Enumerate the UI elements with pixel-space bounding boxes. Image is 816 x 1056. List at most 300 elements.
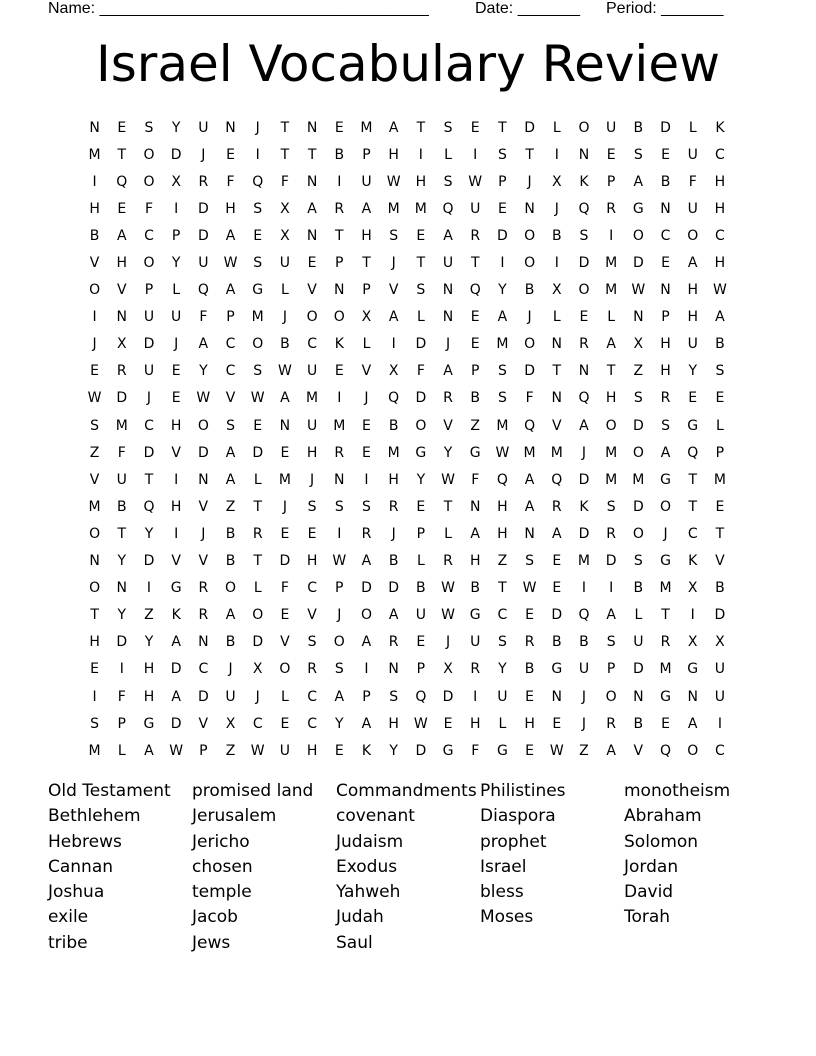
grid-letter: I (554, 146, 559, 163)
grid-letter: A (280, 390, 290, 407)
grid-letter: P (335, 580, 344, 597)
grid-letter: Q (578, 390, 590, 407)
grid-letter: R (579, 336, 589, 353)
grid-letter: D (388, 580, 400, 597)
grid-letter: W (386, 173, 401, 190)
grid-letter: E (334, 742, 344, 759)
grid-letter: D (632, 661, 644, 678)
word-bank-item: Hebrews (48, 831, 122, 852)
grid-letter: J (310, 471, 315, 488)
grid-letter: C (307, 688, 317, 705)
grid-letter: D (524, 363, 535, 380)
grid-letter: N (633, 688, 644, 705)
grid-letter: G (660, 553, 671, 570)
grid-letter: U (171, 309, 182, 326)
grid-letter: S (90, 715, 100, 732)
grid-letter: A (551, 525, 562, 542)
grid-letter: A (388, 607, 399, 624)
grid-letter: O (252, 607, 264, 624)
grid-letter: B (416, 580, 426, 597)
grid-letter: B (388, 417, 399, 434)
grid-letter: T (552, 363, 562, 380)
grid-letter: B (116, 498, 127, 515)
grid-letter: O (333, 309, 345, 326)
grid-letter: L (634, 607, 643, 624)
grid-letter: W (250, 742, 265, 759)
grid-letter: S (307, 498, 317, 515)
grid-letter: P (144, 282, 154, 299)
grid-letter: D (551, 607, 563, 624)
grid-letter: Q (116, 173, 128, 190)
grid-letter: Z (225, 498, 236, 515)
grid-letter: D (605, 553, 617, 570)
grid-letter: L (253, 580, 262, 597)
grid-letter: R (116, 363, 127, 380)
word-bank-item: Abraham (624, 806, 702, 827)
grid-letter: I (255, 146, 260, 163)
grid-letter: T (525, 146, 534, 163)
grid-letter: F (144, 200, 153, 217)
word-bank-item (624, 931, 768, 956)
grid-letter: V (388, 282, 399, 299)
grid-letter: Y (144, 525, 154, 542)
grid-letter: Y (498, 282, 507, 299)
grid-letter: D (252, 444, 264, 461)
grid-letter: W (441, 471, 455, 488)
grid-letter: B (89, 227, 100, 244)
grid-letter: U (279, 742, 291, 759)
grid-letter: G (496, 742, 508, 759)
grid-letter: X (171, 173, 181, 190)
grid-letter: O (605, 688, 617, 705)
grid-letter: G (660, 471, 671, 488)
grid-letter: D (714, 607, 726, 624)
grid-letter: V (89, 255, 100, 272)
word-bank-item: Jerusalem (192, 806, 277, 827)
grid-letter: P (416, 661, 426, 678)
grid-letter: I (174, 525, 179, 542)
grid-letter: L (172, 282, 181, 299)
grid-letter: Q (524, 417, 536, 434)
grid-letter: U (143, 309, 155, 326)
grid-letter: M (713, 471, 726, 488)
grid-letter: F (471, 471, 480, 488)
grid-letter: R (388, 634, 399, 651)
grid-letter: T (498, 580, 507, 597)
grid-letter: O (225, 580, 237, 597)
grid-letter: T (688, 498, 697, 515)
grid-letter: O (524, 336, 536, 353)
grid-letter: V (198, 498, 209, 515)
grid-letter: B (551, 227, 562, 244)
grid-letter: P (498, 173, 507, 190)
grid-letter: F (525, 390, 534, 407)
grid-letter: Q (197, 282, 209, 299)
grid-letter: B (524, 282, 535, 299)
grid-letter: T (470, 255, 480, 272)
grid-letter: H (524, 715, 535, 732)
grid-letter: S (226, 417, 235, 434)
word-bank-item: Philistines (480, 781, 566, 801)
grid-letter: Z (633, 363, 644, 380)
grid-letter: O (306, 309, 318, 326)
grid-letter: A (579, 417, 589, 434)
grid-letter: O (632, 227, 644, 244)
grid-letter: S (579, 227, 589, 244)
grid-letter: M (88, 498, 101, 515)
grid-letter: S (443, 119, 453, 136)
grid-letter: V (171, 444, 181, 461)
grid-letter: U (714, 661, 726, 678)
grid-letter: O (333, 634, 345, 651)
word-bank-item: Joshua (48, 882, 105, 903)
grid-letter: I (364, 471, 369, 488)
grid-letter: I (473, 146, 478, 163)
grid-letter: Q (388, 390, 400, 407)
grid-letter: B (660, 173, 671, 190)
grid-letter: Z (579, 742, 589, 759)
grid-letter: B (551, 634, 562, 651)
grid-letter: N (334, 282, 345, 299)
grid-letter: H (687, 309, 698, 326)
grid-letter: R (606, 525, 617, 542)
grid-letter: V (633, 742, 644, 759)
grid-letter: C (307, 715, 317, 732)
grid-letter: I (391, 336, 396, 353)
grid-letter: T (117, 525, 127, 542)
grid-letter: X (687, 634, 698, 651)
grid-letter: B (633, 119, 644, 136)
grid-letter: P (362, 688, 371, 705)
grid-letter: N (116, 580, 128, 597)
grid-letter: O (279, 661, 291, 678)
grid-letter: L (253, 471, 262, 488)
grid-letter: I (364, 661, 369, 678)
grid-letter: T (335, 227, 344, 244)
word-bank-item: Cannan (48, 856, 114, 877)
grid-letter: F (416, 363, 425, 380)
word-bank-item: Jericho (192, 831, 250, 852)
grid-letter: W (413, 715, 428, 732)
grid-letter: M (88, 742, 101, 759)
grid-letter: W (441, 607, 455, 624)
grid-letter: C (660, 227, 671, 244)
grid-letter: F (688, 173, 697, 190)
grid-letter: K (361, 742, 372, 759)
grid-letter: M (605, 282, 618, 299)
grid-letter: F (471, 742, 480, 759)
grid-letter: E (416, 498, 426, 515)
grid-letter: I (554, 255, 559, 272)
grid-letter: Y (144, 634, 154, 651)
grid-letter: E (307, 255, 317, 272)
grid-letter: A (361, 553, 372, 570)
grid-letter: E (280, 525, 290, 542)
grid-letter: U (361, 173, 372, 190)
grid-letter: I (92, 173, 97, 190)
grid-letter: U (116, 471, 127, 488)
grid-letter: A (171, 688, 181, 705)
grid-letter: N (633, 309, 644, 326)
grid-letter: V (551, 417, 562, 434)
grid-letter: I (690, 607, 695, 624)
grid-letter: E (253, 227, 263, 244)
grid-letter: D (143, 444, 155, 461)
grid-letter: E (497, 200, 507, 217)
grid-letter: J (337, 607, 342, 624)
grid-letter: N (551, 390, 563, 407)
grid-letter: U (714, 688, 726, 705)
word-bank-item: Old Testament (48, 781, 171, 801)
word-bank-item: Israel (480, 856, 527, 877)
grid-letter: R (660, 390, 671, 407)
grid-letter: A (116, 227, 127, 244)
grid-letter: G (252, 282, 264, 299)
grid-letter: L (416, 309, 425, 326)
grid-letter: S (633, 146, 643, 163)
grid-letter: D (170, 146, 182, 163)
grid-letter: H (469, 553, 481, 570)
grid-letter: B (633, 715, 644, 732)
grid-letter: H (143, 661, 155, 678)
grid-letter: X (116, 336, 127, 353)
grid-letter: B (225, 553, 236, 570)
grid-letter: A (687, 715, 698, 732)
grid-letter: B (280, 336, 290, 353)
grid-letter: F (226, 173, 235, 190)
grid-letter: A (334, 688, 345, 705)
grid-letter: F (199, 309, 208, 326)
grid-letter: W (250, 390, 265, 407)
grid-letter: O (687, 227, 699, 244)
grid-letter: A (660, 444, 671, 461)
grid-letter: P (362, 282, 371, 299)
grid-letter: A (606, 742, 616, 759)
word-bank-item: promised land (192, 781, 314, 801)
grid-letter: V (361, 363, 372, 380)
grid-letter: J (527, 173, 532, 190)
word-bank-item: temple (192, 882, 252, 903)
grid-letter: O (197, 417, 209, 434)
grid-letter: Y (117, 553, 127, 570)
grid-letter: N (306, 119, 318, 136)
grid-letter: L (416, 553, 425, 570)
grid-letter: R (361, 525, 372, 542)
grid-letter: A (225, 282, 236, 299)
period-field: Period: _______ (606, 0, 724, 17)
grid-letter: A (443, 227, 453, 244)
word-bank-item: covenant (336, 806, 415, 827)
grid-letter: T (688, 471, 697, 488)
grid-letter: H (306, 742, 318, 759)
grid-letter: N (469, 498, 481, 515)
grid-letter: U (470, 200, 481, 217)
grid-letter: W (549, 742, 564, 759)
grid-letter: R (551, 498, 562, 515)
grid-letter: R (307, 661, 317, 678)
grid-letter: A (361, 634, 372, 651)
grid-letter: S (497, 634, 507, 651)
grid-letter: Q (578, 200, 590, 217)
grid-letter: U (143, 363, 155, 380)
grid-letter: H (89, 200, 100, 217)
grid-letter: N (306, 173, 318, 190)
word-bank-item: prophet (480, 831, 547, 852)
grid-letter: R (470, 661, 481, 678)
grid-letter: K (171, 607, 181, 624)
grid-letter: H (605, 390, 617, 407)
grid-letter: G (687, 417, 699, 434)
grid-letter: P (606, 661, 616, 678)
grid-letter: C (715, 227, 725, 244)
grid-letter: X (280, 200, 290, 217)
grid-letter: E (117, 119, 127, 136)
grid-letter: I (337, 525, 342, 542)
grid-letter: O (578, 119, 590, 136)
grid-letter: B (524, 661, 535, 678)
grid-letter: D (415, 742, 427, 759)
grid-letter: E (715, 498, 725, 515)
grid-letter: Z (497, 553, 508, 570)
grid-letter: V (307, 282, 317, 299)
grid-letter: J (282, 309, 287, 326)
grid-letter: E (117, 200, 127, 217)
date-field: Date: _______ (475, 0, 580, 17)
grid-letter: M (88, 146, 101, 163)
grid-letter: K (688, 553, 698, 570)
grid-letter: A (225, 444, 236, 461)
grid-letter: S (633, 390, 643, 407)
grid-letter: G (687, 661, 699, 678)
grid-letter: T (661, 607, 670, 624)
worksheet-header (0, 0, 816, 20)
grid-letter: J (92, 336, 97, 353)
grid-letter: J (581, 715, 587, 732)
grid-letter: Y (335, 715, 344, 732)
grid-letter: U (633, 634, 644, 651)
grid-letter: O (415, 417, 427, 434)
grid-letter: G (143, 715, 155, 732)
grid-letter: I (500, 255, 505, 272)
grid-letter: Q (469, 282, 481, 299)
grid-letter: U (306, 417, 318, 434)
word-bank-item: monotheism (624, 781, 731, 801)
grid-letter: X (361, 309, 372, 326)
grid-letter: N (116, 309, 128, 326)
grid-letter: W (196, 390, 211, 407)
grid-letter: J (228, 661, 233, 678)
grid-letter: J (201, 525, 206, 542)
grid-letter: D (143, 553, 155, 570)
grid-letter: J (581, 688, 587, 705)
grid-letter: E (171, 390, 181, 407)
grid-letter: N (89, 119, 100, 136)
grid-letter: I (174, 471, 179, 488)
grid-letter: O (252, 336, 264, 353)
grid-letter: G (632, 200, 644, 217)
grid-letter: A (524, 498, 535, 515)
grid-letter: J (663, 525, 668, 542)
grid-letter: D (197, 444, 209, 461)
word-bank-item: David (624, 882, 674, 903)
grid-letter: O (660, 498, 672, 515)
grid-letter: L (716, 417, 724, 434)
grid-letter: H (714, 200, 726, 217)
grid-letter: S (253, 363, 263, 380)
grid-letter: E (334, 363, 344, 380)
grid-letter: R (660, 634, 671, 651)
grid-letter: H (361, 227, 372, 244)
grid-letter: I (609, 580, 614, 597)
grid-letter: A (225, 227, 236, 244)
grid-letter: E (90, 661, 100, 678)
grid-letter: A (497, 309, 508, 326)
grid-letter: U (225, 688, 236, 705)
grid-letter: L (552, 309, 561, 326)
grid-letter: S (497, 363, 507, 380)
grid-letter: D (116, 634, 128, 651)
grid-letter: Q (551, 471, 563, 488)
grid-letter: M (387, 200, 400, 217)
grid-letter: N (198, 471, 209, 488)
grid-letter: C (144, 417, 154, 434)
grid-letter: D (170, 661, 182, 678)
grid-letter: A (361, 715, 372, 732)
grid-letter: U (687, 200, 698, 217)
word-bank-item: Jordan (624, 856, 679, 877)
grid-letter: S (443, 173, 453, 190)
grid-letter: S (253, 255, 263, 272)
grid-letter: E (470, 119, 480, 136)
grid-letter: B (225, 634, 236, 651)
grid-letter: L (362, 336, 371, 353)
grid-letter: A (361, 200, 372, 217)
grid-letter: S (633, 553, 643, 570)
word-bank-item (480, 931, 624, 956)
grid-letter: S (144, 119, 154, 136)
grid-letter: Y (416, 471, 426, 488)
grid-letter: S (497, 146, 507, 163)
grid-letter: I (146, 580, 152, 597)
grid-letter: S (253, 200, 263, 217)
grid-letter: R (198, 173, 209, 190)
grid-letter: A (198, 336, 209, 353)
grid-letter: K (334, 336, 344, 353)
grid-letter: H (170, 498, 182, 515)
grid-letter: E (416, 227, 426, 244)
grid-letter: Q (252, 173, 264, 190)
grid-letter: P (226, 309, 235, 326)
grid-letter: W (87, 390, 102, 407)
grid-letter: P (416, 525, 426, 542)
grid-letter: S (606, 634, 616, 651)
grid-letter: B (470, 580, 481, 597)
word-bank-item: Solomon (624, 831, 699, 852)
grid-letter: S (661, 417, 670, 434)
grid-letter: M (577, 553, 591, 570)
grid-letter: O (89, 282, 101, 299)
grid-letter: Y (117, 607, 127, 624)
grid-letter: W (169, 742, 184, 759)
grid-letter: J (391, 525, 396, 542)
grid-letter: D (415, 336, 427, 353)
grid-letter: D (632, 417, 644, 434)
grid-letter: C (497, 607, 508, 624)
grid-letter: A (225, 471, 236, 488)
grid-letter: E (661, 255, 670, 272)
grid-letter: A (307, 200, 317, 217)
grid-letter: M (550, 444, 563, 461)
